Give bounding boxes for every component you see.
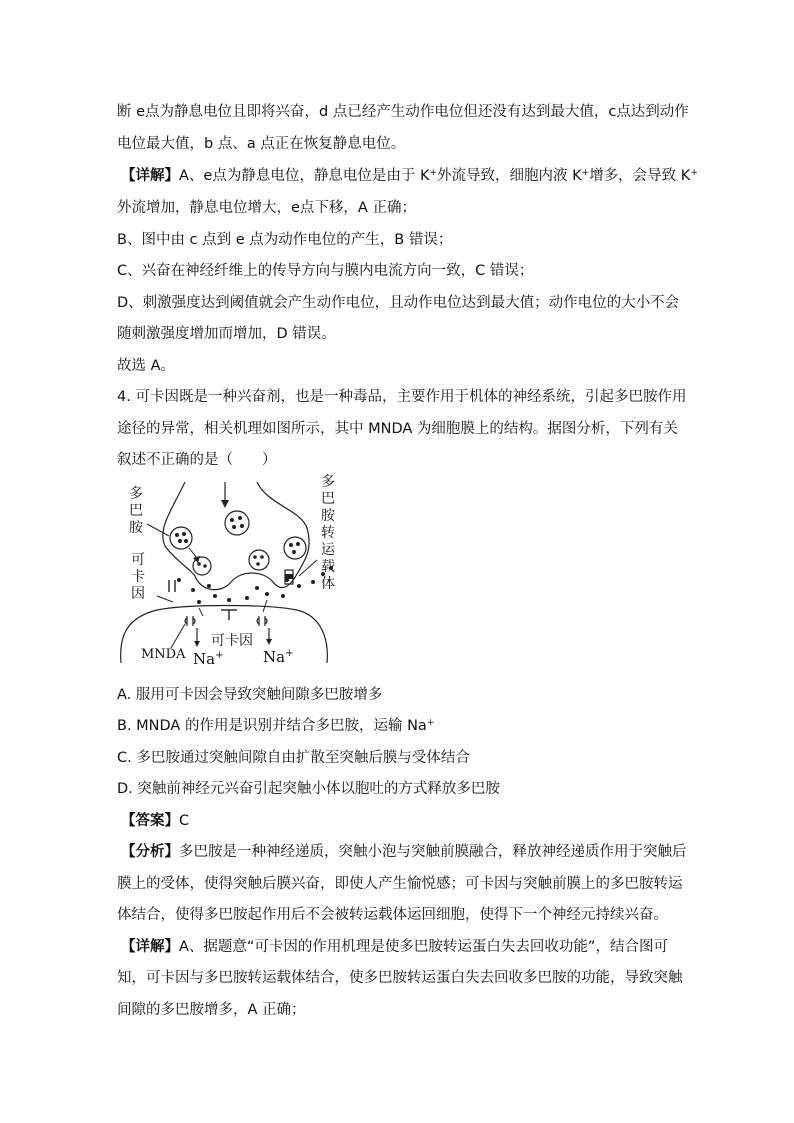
mnda-receptors (185, 616, 267, 626)
svg-text:体: 体 (321, 576, 335, 592)
svg-text:可: 可 (131, 552, 145, 568)
svg-text:运: 运 (321, 542, 335, 558)
q3-detail-a-line-1: 【详解】A、e点为静息电位，静息电位是由于 K+外流导致，细胞内液 K+增多，会导致 K+ (121, 168, 698, 184)
label-transporter (321, 474, 336, 592)
svg-text:多: 多 (321, 474, 335, 490)
q3-detail-c: C、兴奋在神经纤维上的传导方向与膜内电流方向一致，C 错误； (117, 263, 534, 279)
answer-line (121, 811, 189, 831)
option-a: A. 服用可卡因会导致突触间隙多巴胺增多 (117, 687, 383, 703)
analysis-line-2: 膜上的受体，使得突触后膜兴奋，即使人产生愉悦感；可卡因与突触前膜上的多巴胺转运 (117, 876, 683, 892)
svg-text:胺: 胺 (321, 508, 335, 524)
answer-value: C (179, 813, 190, 829)
label-dopamine (129, 486, 144, 536)
q3-choice: 故选 A。 (117, 358, 176, 374)
svg-text:转: 转 (321, 525, 335, 541)
q4-stem-line-1: 4. 可卡因既是一种兴奋剂，也是一种毒品，主要作用于机体的神经系统，引起多巴胺作用 (117, 389, 687, 405)
label-na-1: Na+ (193, 650, 224, 668)
label-cocaine-bottom: 可卡因 (211, 633, 253, 649)
presynaptic-membrane (163, 482, 309, 590)
option-d: D. 突触前神经元兴奋引起突触小体以胞吐的方式释放多巴胺 (117, 781, 500, 797)
option-b: B. MNDA 的作用是识别并结合多巴胺，运输 Na+ (117, 718, 435, 734)
option-c: C. 多巴胺通过突触间隙自由扩散至突触后膜与受体结合 (117, 750, 470, 766)
label-cocaine-left (131, 552, 145, 602)
svg-text:巴: 巴 (129, 503, 143, 519)
detail-line-3: 间隙的多巴胺增多，A 正确； (117, 1002, 306, 1018)
svg-text:多: 多 (129, 486, 143, 502)
intro-line-1: 断 e点为静息电位且即将兴奋，d 点已经产生动作电位但还没有达到最大值，c点达到动作 (117, 104, 689, 120)
svg-text:卡: 卡 (131, 569, 145, 585)
q3-detail-d-line-2: 随刺激强度增加而增加，D 错误。 (117, 326, 336, 342)
svg-text:胺: 胺 (129, 520, 143, 536)
analysis-line-3: 体结合，使得多巴胺起作用后不会被转运载体运回细胞，使得下一个神经元持续兴奋。 (117, 907, 668, 923)
q3-detail-b: B、图中由 c 点到 e 点为动作电位的产生，B 错误； (117, 232, 453, 248)
vesicles (170, 511, 306, 575)
detail-line-1: 【详解】A、据题意“可卡因的作用机理是使多巴胺转运蛋白失去回收功能”，结合图可 (121, 939, 668, 955)
q3-detail-d-line-1: D、刺激强度达到阈值就会产生动作电位，且动作电位达到最大值；动作电位的大小不会 (117, 295, 680, 311)
svg-text:因: 因 (131, 586, 145, 602)
analysis-tag: 【分析】 (121, 844, 179, 860)
detail-line-2: 知，可卡因与多巴胺转运载体结合，使多巴胺转运蛋白失去回收多巴胺的功能，导致突触 (117, 970, 683, 986)
svg-text:巴: 巴 (321, 491, 335, 507)
q4-detail-tag: 【详解】 (121, 939, 179, 955)
svg-text:载: 载 (321, 559, 335, 575)
label-na-2: Na+ (263, 648, 294, 666)
q4-stem-line-3: 叙述不正确的是（ ） (117, 452, 277, 468)
intro-line-2: 电位最大值，b 点、a 点正在恢复静息电位。 (117, 136, 406, 152)
detail-tag: 【详解】 (121, 168, 179, 184)
q3-detail-a-line-2: 外流增加，静息电位增大，e点下移，A 正确； (117, 200, 416, 216)
analysis-line-1: 【分析】多巴胺是一种神经递质，突触小泡与突触前膜融合，释放神经递质作用于突触后 (121, 844, 687, 860)
label-mnda: MNDA (141, 647, 186, 662)
synapse-figure (117, 468, 337, 668)
answer-tag: 【答案】 (121, 813, 179, 829)
q4-stem-line-2: 途径的异常，相关机理如图所示，其中 MNDA 为细胞膜上的结构。据图分析，下列有关 (117, 421, 678, 437)
